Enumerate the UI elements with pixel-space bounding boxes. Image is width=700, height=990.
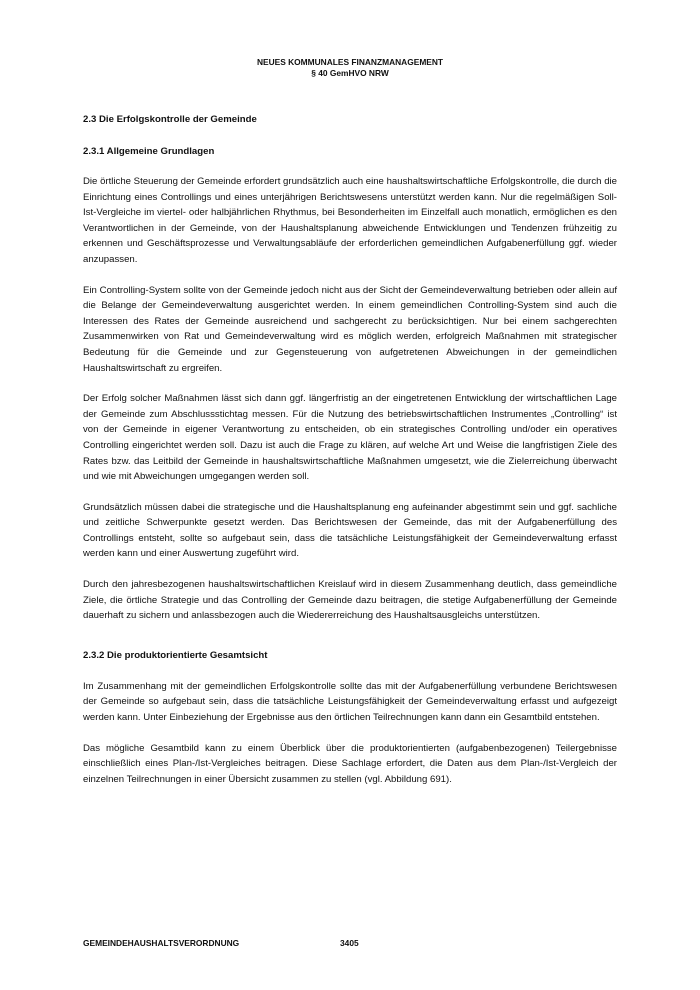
paragraph-6: Im Zusammenhang mit der gemeindlichen Erfolgskontrolle sollte das mit der Aufgabenerfüllung verbundene Berichtswesen der Gemeinde so aufgebaut sein, dass die tatsächliche Leistungsfähigkeit der Gemeindeverwaltung erfasst und aufgezeigt werden kann. Unter Einbeziehung der Ergebnisse aus den örtlichen Teilrechnungen kann dann ein Gesamtbild entstehen. <box>83 680 617 724</box>
paragraph-7: Das mögliche Gesamtbild kann zu einem Überblick über die produktorientierten (aufgabenbezogenen) Teilergebnisse einschließlich eines Plan-/Ist-Vergleiches beitragen. Diese Sachlage erfordert, die Daten aus dem Plan-/Ist-Vergleich der einzelnen Teilrechnungen in einer Übersicht zusammen zu stellen (vgl. Abbildung 691). <box>83 742 617 785</box>
header-title: NEUES KOMMUNALES FINANZMANAGEMENT <box>256 57 444 67</box>
footer-label: GEMEINDEHAUSHALTSVERORDNUNG <box>83 938 240 948</box>
paragraph-3: Der Erfolg solcher Maßnahmen lässt sich dann ggf. längerfristig an der eingetretenen Entwicklung der wirtschaftlichen Lage der Gemeinde zum Abschlussstichtag messen. Für die Nutzung des betriebswirtschaftlichen Instrumentes „Controlling“ ist von der Gemeinde in eigener Verantwortung zu entscheiden, ob ein strategisches Controlling und/oder ein operatives Controlling eingerichtet werden soll. Dazu ist auch die Frage zu klären, auf welche Art und Weise die langfristigen Ziele des Rates bzw. das Leitbild der Gemeinde in haushaltswirtschaftliche Maßnahmen umgesetzt, wie die Zielerreichung überwacht und wie mit Abweichungen umgegangen werden soll. <box>83 393 617 483</box>
page-header <box>0 57 700 79</box>
subsection-title-2: 2.3.2 Die produktorientierte Gesamtsicht <box>83 649 268 661</box>
paragraph-4: Grundsätzlich müssen dabei die strategische und die Haushaltsplanung eng aufeinander abgestimmt sein und ggf. sachliche und zeitliche Schwerpunkte gesetzt werden. Das Berichtswesen der Gemeinde, das mit der Aufgabenerfüllung des Controllings entsteht, sollte so aufgebaut sein, dass die tatsächliche Leistungsfähigkeit der Gemeindeverwaltung erfasst werden kann und einer Auswertung zugeführt wird. <box>83 501 617 560</box>
section-title: 2.3 Die Erfolgskontrolle der Gemeinde <box>83 114 257 125</box>
paragraph-2: Ein Controlling-System sollte von der Gemeinde jedoch nicht aus der Sicht der Gemeindeverwaltung betrieben oder allein auf die Belange der Gemeindeverwaltung ausgerichtet werden. In einem gemeindlichen Controlling-System sind auch die Interessen des Rates der Gemeinde ausreichend und sachgerecht zu berücksichtigen. Nur bei einem sachgerechten Zusammenwirken von Rat und Gemeindeverwaltung wird es möglich werden, erfolgreich Maßnahmen mit strategischer Bedeutung für die Gemeinde und zur Gegensteuerung von aufgetretenen Abweichungen in der gemeindlichen Haushaltswirtschaft zu ergreifen. <box>83 284 617 374</box>
paragraph-1: Die örtliche Steuerung der Gemeinde erfordert grundsätzlich auch eine haushaltswirtschaftliche Erfolgskontrolle, die durch die Einrichtung eines Controllings und eines unterjährigen Berichtswesens unterstützt werden kann. Nur die regelmäßigen Soll-Ist-Vergleiche im viertel- oder halbjährlichen Rhythmus, bei Besonderheiten im Einzelfall auch monatlich, ermöglichen es den Verantwortlichen in der Gemeinde, von der Haushaltsplanung abweichende Entwicklungen und Tendenzen frühzeitig zu erkennen und Geschäftsprozesse und Verwaltungsabläufe der erforderlichen gemeindlichen Aufgabenerfüllung ggf. wieder anzupassen. <box>83 176 617 265</box>
page-content <box>83 114 617 787</box>
header-subtitle: § 40 GemHVO NRW <box>311 68 389 78</box>
subsection-title-1: 2.3.1 Allgemeine Grundlagen <box>83 146 215 157</box>
paragraph-5: Durch den jahresbezogenen haushaltswirtschaftlichen Kreislauf wird in diesem Zusammenhang deutlich, dass gemeindliche Ziele, die örtliche Strategie und das Controlling der Gemeinde dazu beitragen, die stetige Aufgabenerfüllung der Gemeinde dauerhaft zu sichern und anlassbezogen auch die Wiedererreichung des Haushaltsausgleichs unterstützen. <box>83 579 617 622</box>
page-number: 3405 <box>340 938 359 948</box>
